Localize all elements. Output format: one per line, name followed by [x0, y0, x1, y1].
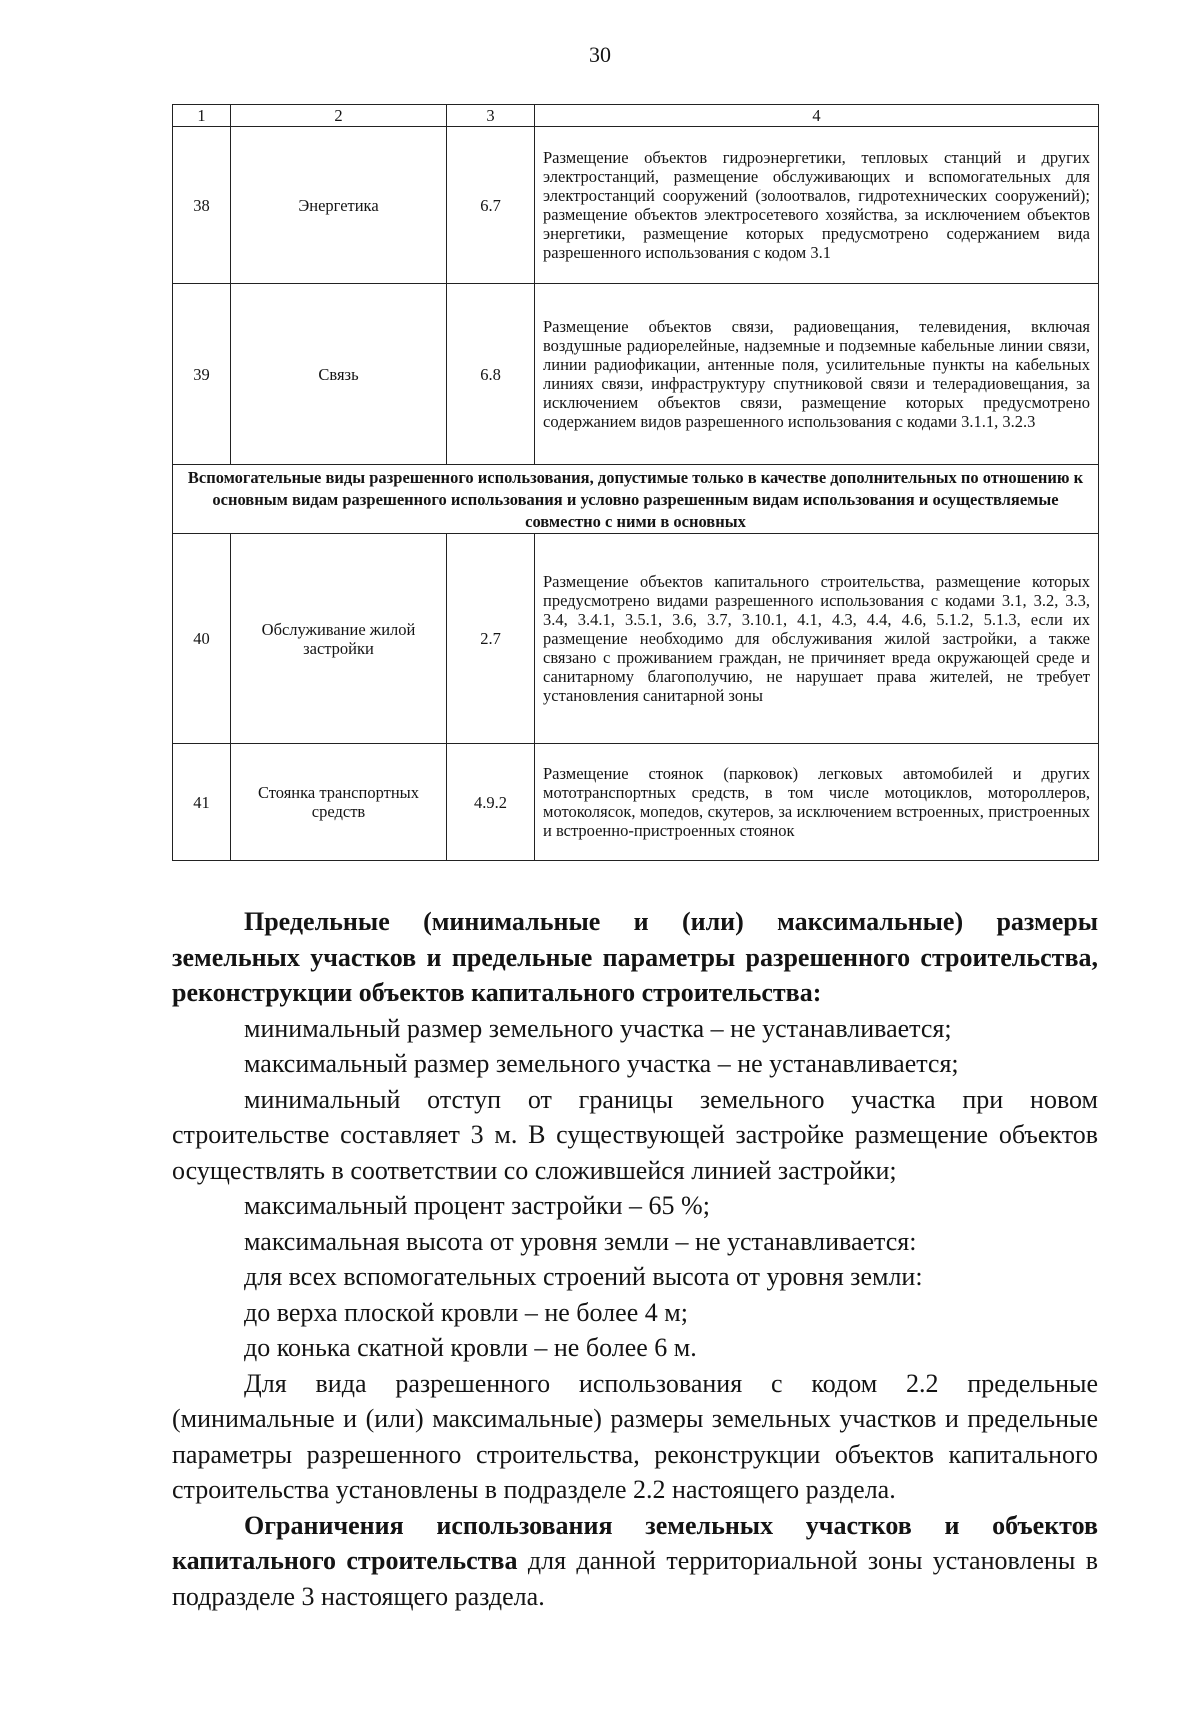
row-number: 38 — [173, 127, 231, 284]
parameter-item: максимальная высота от уровня земли – не устанавливается: — [244, 1226, 917, 1256]
parameter-item: до конька скатной кровли – не более 6 м. — [244, 1333, 697, 1362]
use-type-description: Размещение объектов капитального строительства, размещение которых предусмотрено видами разрешенного использования с кодами 3.1, 3.2, 3.3, 3.4, 3.4.1, 3.5.1, 3.6, 3.7, 3.10.1, 4.1, 4.3, 4.4, 4.6, 5.1.2, 5.1.3, если их размещение необходимо для обслуживания жилой застройки, а также связано с проживанием граждан, не причиняет вреда окружающей среде и санитарному благополучию, не нарушает права жителей, не требует установления санитарной зоны — [535, 534, 1099, 744]
row-number: 39 — [173, 284, 231, 465]
header-col-2: 2 — [231, 105, 447, 127]
use-type-name: Энергетика — [231, 127, 447, 284]
table-row — [173, 284, 1099, 465]
use-type-description: Размещение объектов гидроэнергетики, тепловых станций и других электростанций, размещение обслуживающих и вспомогательных для электростанций сооружений (золоотвалов, гидротехнических сооружений); размещение объектов электросетевого хозяйства, за исключением объектов энергетики, размещение которых предусмотрено содержанием вида разрешенного использования с кодом 3.1 — [535, 127, 1099, 284]
table-row — [173, 127, 1099, 284]
table-header-row — [173, 105, 1099, 127]
auxiliary-uses-heading: Вспомогательные виды разрешенного использования, допустимые только в качестве дополнительных по отношению к основным видам разрешенного использования и условно разрешенным видам использования и осуществляемые совместно с ними в основных — [173, 465, 1099, 534]
land-use-table — [172, 104, 1099, 861]
use-type-name: Стоянка транспортных средств — [231, 744, 447, 861]
section-heading-row — [173, 465, 1099, 534]
restrictions-bold-text: Ограничения использования земельных участков и объектов капитального строительства — [172, 1510, 1098, 1575]
table-row — [173, 534, 1099, 744]
page-number: 30 — [589, 42, 611, 67]
parameters-heading: Предельные (минимальные и (или) максимальные) размеры земельных участков и предельные параметры разрешенного строительства, реконструкции объектов капитального строительства: — [172, 907, 1098, 1007]
code-22-paragraph: Для вида разрешенного использования с кодом 2.2 предельные (минимальные и (или) максимальные) размеры земельных участков и предельные параметры разрешенного строительства, реконструкции объектов капитального строительства установлены в подразделе 2.2 настоящего раздела. — [172, 1368, 1098, 1504]
parameter-item: максимальный процент застройки – 65 %; — [244, 1191, 710, 1220]
use-type-name: Связь — [231, 284, 447, 465]
restrictions-text: для данной территориальной зоны установлены в подразделе 3 настоящего раздела. — [172, 1546, 1098, 1611]
use-type-description: Размещение объектов связи, радиовещания, телевидения, включая воздушные радиорелейные, надземные и подземные кабельные линии связи, линии радиофикации, антенные поля, усилительные пункты на кабельных линиях связи, инфраструктуру спутниковой связи и телерадиовещания, за исключением объектов связи, размещение которых предусмотрено содержанием видов разрешенного использования с кодами 3.1.1, 3.2.3 — [535, 284, 1099, 465]
header-col-3: 3 — [447, 105, 535, 127]
header-col-4: 4 — [535, 105, 1099, 127]
parameter-item: минимальный размер земельного участка – не устанавливается; — [244, 1013, 952, 1043]
parameter-item: до верха плоской кровли – не более 4 м; — [244, 1297, 688, 1327]
row-number: 40 — [173, 534, 231, 744]
row-number: 41 — [173, 744, 231, 861]
parameter-item: максимальный размер земельного участка – не устанавливается; — [244, 1049, 959, 1078]
parameter-item: для всех вспомогательных строений высота от уровня земли: — [244, 1262, 923, 1291]
use-type-code: 4.9.2 — [447, 744, 535, 861]
use-type-code: 6.8 — [447, 284, 535, 465]
use-type-code: 6.7 — [447, 127, 535, 284]
use-type-code: 2.7 — [447, 534, 535, 744]
restrictions-paragraph — [172, 1508, 1098, 1615]
body-text — [172, 904, 1098, 1614]
parameter-item: минимальный отступ от границы земельного участка при новом строительстве составляет 3 м. В существующей застройке размещение объектов осуществлять в соответствии со сложившейся линией застройки; — [172, 1084, 1098, 1185]
table-row — [173, 744, 1099, 861]
use-type-name: Обслуживание жилой застройки — [231, 534, 447, 744]
use-type-description: Размещение стоянок (парковок) легковых автомобилей и других мототранспортных средств, в том числе мотоциклов, мотороллеров, мотоколясок, мопедов, скутеров, за исключением встроенных, пристроенных и встроенно-пристроенных стоянок — [535, 744, 1099, 861]
header-col-1: 1 — [173, 105, 231, 127]
